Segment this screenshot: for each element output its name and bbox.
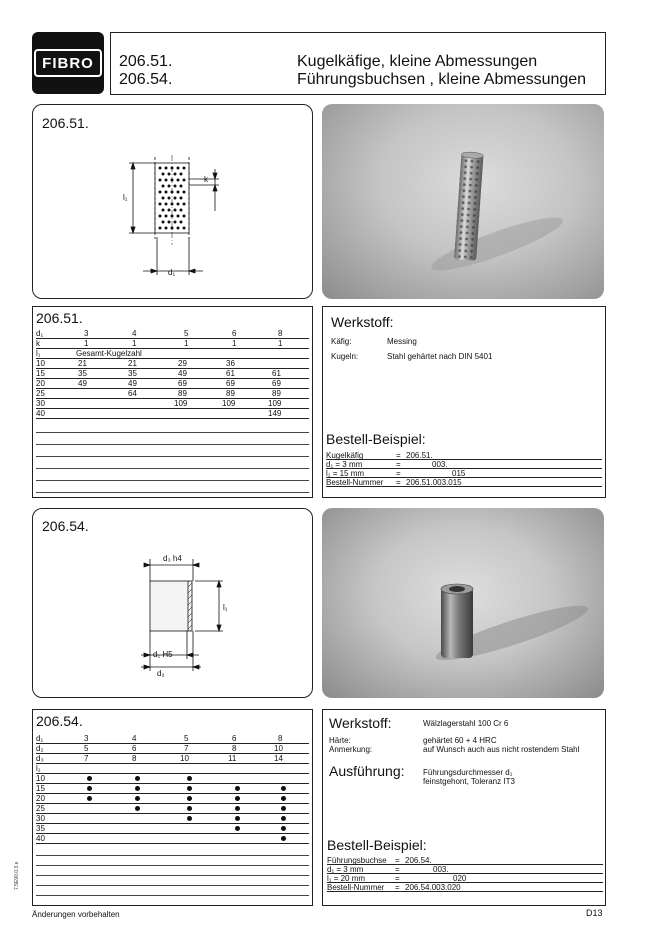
- availability-mark: [135, 806, 140, 811]
- table-206-51: [36, 329, 309, 489]
- table-206-54-box: [32, 709, 313, 906]
- table-cell: 35: [78, 369, 87, 378]
- availability-mark: [87, 776, 92, 781]
- availability-mark: [235, 796, 240, 801]
- table-cell: 69: [226, 379, 235, 388]
- werkstoff-label: Käfig:: [331, 337, 352, 346]
- row-label: 25: [36, 804, 45, 813]
- table-206-51-box: [32, 306, 313, 498]
- table-cell: 6: [232, 329, 237, 338]
- table-cell: 109: [268, 399, 282, 408]
- bestell-value: 206.54.: [405, 856, 432, 865]
- table-row-empty: [36, 447, 309, 457]
- table-title: 206.54.: [36, 713, 83, 729]
- table-cell: 35: [128, 369, 137, 378]
- bestell-value: 020: [453, 874, 467, 883]
- page-number: D13: [586, 908, 603, 918]
- table-row-d3: [36, 754, 309, 764]
- drawing-panel-206-51: [32, 104, 313, 299]
- table-row: [36, 389, 309, 399]
- guide-bush-photo: [322, 508, 604, 698]
- bestell-line: [327, 874, 603, 883]
- werkstoff-material: Wälzlagerstahl 100 Cr 6: [423, 719, 509, 728]
- drawing-panel-206-54: [32, 508, 313, 698]
- availability-mark: [187, 796, 192, 801]
- row-label: d₂: [36, 744, 44, 753]
- row-label: d₁: [36, 329, 44, 338]
- product-code-2: 206.54.: [119, 71, 173, 88]
- bestell-eq: =: [396, 460, 401, 469]
- dim-l1-label: l₁: [223, 603, 228, 612]
- availability-mark: [135, 786, 140, 791]
- table-cell: 8: [278, 734, 283, 743]
- table-cell: 89: [178, 389, 187, 398]
- side-code: 7.5E90.0.3 e: [14, 861, 20, 890]
- table-cell: 49: [128, 379, 137, 388]
- table-row-k: [36, 339, 309, 349]
- bestell-line: [326, 451, 602, 460]
- werkstoff-value: auf Wunsch auch aus nicht rostendem Stahl: [423, 745, 580, 754]
- row-label: d₁: [36, 734, 44, 743]
- table-row-empty: [36, 876, 309, 886]
- row-label: l₁: [36, 764, 41, 773]
- availability-mark: [87, 786, 92, 791]
- table-cell: 1: [232, 339, 237, 348]
- table-cell: 6: [132, 744, 137, 753]
- product-title-1: Kugelkäfige, kleine Abmessungen: [297, 53, 538, 70]
- table-cell: 1: [84, 339, 89, 348]
- row-label: k: [36, 339, 40, 348]
- row-label: 10: [36, 359, 45, 368]
- product-title-2: Führungsbuchsen , kleine Abmessungen: [297, 71, 587, 88]
- bestell-line: [327, 856, 603, 865]
- werkstoff-label: Kugeln:: [331, 352, 359, 361]
- table-row-empty: [36, 886, 309, 896]
- table-row: [36, 794, 309, 804]
- table-cell: 5: [184, 734, 189, 743]
- bestell-value: 206.51.: [406, 451, 433, 460]
- bestell-eq: =: [395, 874, 400, 883]
- table-cell: 1: [278, 339, 283, 348]
- dim-d2-label: d₂: [157, 669, 165, 678]
- table-row-empty: [36, 435, 309, 445]
- bestell-heading: Bestell-Beispiel:: [327, 837, 427, 853]
- table-row: [36, 804, 309, 814]
- bestell-eq: =: [395, 865, 400, 874]
- table-row-l1: [36, 349, 309, 359]
- table-row-empty: [36, 866, 309, 876]
- table-row: [36, 784, 309, 794]
- availability-mark: [187, 786, 192, 791]
- table-cell: 6: [232, 734, 237, 743]
- availability-mark: [281, 816, 286, 821]
- ausfuehrung-line: feinstgehont, Toleranz IT3: [423, 777, 515, 786]
- bestell-line: [326, 469, 602, 478]
- bestell-example: [326, 451, 602, 493]
- table-cell: 5: [184, 329, 189, 338]
- table-row-empty: [36, 471, 309, 481]
- row-label: 35: [36, 824, 45, 833]
- table-row-empty: [36, 483, 309, 493]
- bestell-example: [327, 856, 603, 896]
- row-label: d₃: [36, 754, 44, 763]
- table-cell: 10: [180, 754, 189, 763]
- availability-mark: [235, 806, 240, 811]
- availability-mark: [135, 796, 140, 801]
- row-label: 20: [36, 794, 45, 803]
- dim-d3-label: d₃ h4: [163, 554, 182, 563]
- bestell-label: Kugelkäfig: [326, 451, 364, 460]
- availability-mark: [281, 806, 286, 811]
- availability-mark: [135, 776, 140, 781]
- table-row-d2: [36, 744, 309, 754]
- table-row-empty: [36, 423, 309, 433]
- table-cell: 1: [184, 339, 189, 348]
- drawing-label: 206.51.: [42, 115, 89, 131]
- row-label: 15: [36, 784, 45, 793]
- table-cell: 4: [132, 734, 137, 743]
- availability-mark: [281, 796, 286, 801]
- werkstoff-value: Messing: [387, 337, 417, 346]
- table-cell: 109: [174, 399, 188, 408]
- dim-l1-label: l₁: [123, 193, 128, 202]
- table-note: Gesamt-Kugelzahl: [76, 349, 142, 358]
- logo: [32, 32, 104, 94]
- row-label: 40: [36, 834, 45, 843]
- table-cell: 61: [272, 369, 281, 378]
- bestell-value: 003.: [432, 460, 448, 469]
- bestell-eq: =: [396, 469, 401, 478]
- table-row-d1: [36, 329, 309, 339]
- table-row: [36, 814, 309, 824]
- availability-mark: [235, 816, 240, 821]
- table-row: [36, 409, 309, 419]
- bestell-line: [326, 460, 602, 469]
- table-title: 206.51.: [36, 310, 83, 326]
- bestell-eq: =: [396, 451, 401, 460]
- guide-bush-drawing: [33, 509, 314, 699]
- table-cell: 4: [132, 329, 137, 338]
- bestell-value: 003.: [433, 865, 449, 874]
- availability-mark: [87, 796, 92, 801]
- availability-mark: [281, 836, 286, 841]
- table-row-empty: [36, 459, 309, 469]
- werkstoff-heading: Werkstoff:: [329, 715, 392, 731]
- row-label: 10: [36, 774, 45, 783]
- drawing-label: 206.54.: [42, 518, 89, 534]
- logo-text: FIBRO: [42, 54, 94, 72]
- bestell-label: d₁ = 3 mm: [327, 865, 364, 874]
- table-cell: 89: [226, 389, 235, 398]
- werkstoff-heading: Werkstoff:: [331, 314, 394, 330]
- row-label: 40: [36, 409, 45, 418]
- table-cell: 10: [274, 744, 283, 753]
- table-cell: 149: [268, 409, 282, 418]
- table-cell: 5: [84, 744, 89, 753]
- header-title-box: [110, 32, 606, 95]
- info-box-206-54: [322, 709, 606, 906]
- table-cell: 69: [178, 379, 187, 388]
- table-cell: 109: [222, 399, 236, 408]
- table-row: [36, 824, 309, 834]
- bestell-label: Bestell-Nummer: [327, 883, 385, 892]
- availability-mark: [281, 826, 286, 831]
- ball-cage-photo: [322, 104, 604, 299]
- table-row-empty: [36, 856, 309, 866]
- bestell-eq: =: [395, 883, 400, 892]
- availability-mark: [187, 816, 192, 821]
- bestell-eq: =: [396, 478, 401, 487]
- bestell-value: 015: [452, 469, 466, 478]
- werkstoff-label: Anmerkung:: [329, 745, 373, 754]
- availability-mark: [187, 806, 192, 811]
- row-label: 30: [36, 399, 45, 408]
- product-code-1: 206.51.: [119, 53, 173, 70]
- bestell-label: l₁ = 20 mm: [327, 874, 366, 883]
- table-cell: 1: [132, 339, 137, 348]
- table-cell: 3: [84, 734, 89, 743]
- table-cell: 49: [178, 369, 187, 378]
- table-row: [36, 379, 309, 389]
- table-cell: 89: [272, 389, 281, 398]
- werkstoff-value: gehärtet 60 + 4 HRC: [423, 736, 497, 745]
- bestell-label: l₁ = 15 mm: [326, 469, 365, 478]
- table-206-54: [36, 734, 309, 902]
- table-cell: 61: [226, 369, 235, 378]
- table-row-l1: [36, 764, 309, 774]
- bestell-label: Bestell-Nummer: [326, 478, 384, 487]
- availability-mark: [187, 776, 192, 781]
- availability-mark: [235, 826, 240, 831]
- table-cell: 3: [84, 329, 89, 338]
- row-label: l₁: [36, 349, 41, 358]
- row-label: 25: [36, 389, 45, 398]
- bestell-heading: Bestell-Beispiel:: [326, 431, 426, 447]
- bestell-label: d₁ = 3 mm: [326, 460, 363, 469]
- ausfuehrung-line: Führungsdurchmesser d₁: [423, 768, 513, 777]
- dim-d1-label: d₁: [168, 268, 176, 277]
- footer-note: Änderungen vorbehalten: [32, 910, 120, 919]
- table-row-d1: [36, 734, 309, 744]
- table-cell: 49: [78, 379, 87, 388]
- table-cell: 14: [274, 754, 283, 763]
- bestell-label: Führungsbuchse: [327, 856, 387, 865]
- bestell-value: 206.54.003.020: [405, 883, 461, 892]
- bestell-line: [327, 883, 603, 892]
- table-cell: 8: [132, 754, 137, 763]
- table-cell: 11: [228, 754, 237, 763]
- table-cell: 8: [232, 744, 237, 753]
- werkstoff-label: Härte:: [329, 736, 351, 745]
- table-cell: 21: [78, 359, 87, 368]
- bestell-eq: =: [395, 856, 400, 865]
- table-row: [36, 359, 309, 369]
- info-box-206-51: [322, 306, 606, 498]
- row-label: 15: [36, 369, 45, 378]
- dim-k-label: k: [204, 175, 208, 184]
- werkstoff-value: Stahl gehärtet nach DIN 5401: [387, 352, 493, 361]
- table-row: [36, 834, 309, 844]
- table-row: [36, 369, 309, 379]
- table-cell: 64: [128, 389, 137, 398]
- table-row-empty: [36, 846, 309, 856]
- dim-d1-label: d₁ H5: [153, 650, 173, 659]
- table-cell: 29: [178, 359, 187, 368]
- availability-mark: [235, 786, 240, 791]
- table-cell: 36: [226, 359, 235, 368]
- table-row: [36, 399, 309, 409]
- bestell-value: 206.51.003.015: [406, 478, 462, 487]
- table-cell: 7: [84, 754, 89, 763]
- row-label: 30: [36, 814, 45, 823]
- table-cell: 7: [184, 744, 189, 753]
- table-cell: 69: [272, 379, 281, 388]
- availability-mark: [281, 786, 286, 791]
- table-row: [36, 774, 309, 784]
- bestell-line: [327, 865, 603, 874]
- ausfuehrung-heading: Ausführung:: [329, 763, 405, 779]
- table-cell: 21: [128, 359, 137, 368]
- bestell-line: [326, 478, 602, 487]
- row-label: 20: [36, 379, 45, 388]
- table-cell: 8: [278, 329, 283, 338]
